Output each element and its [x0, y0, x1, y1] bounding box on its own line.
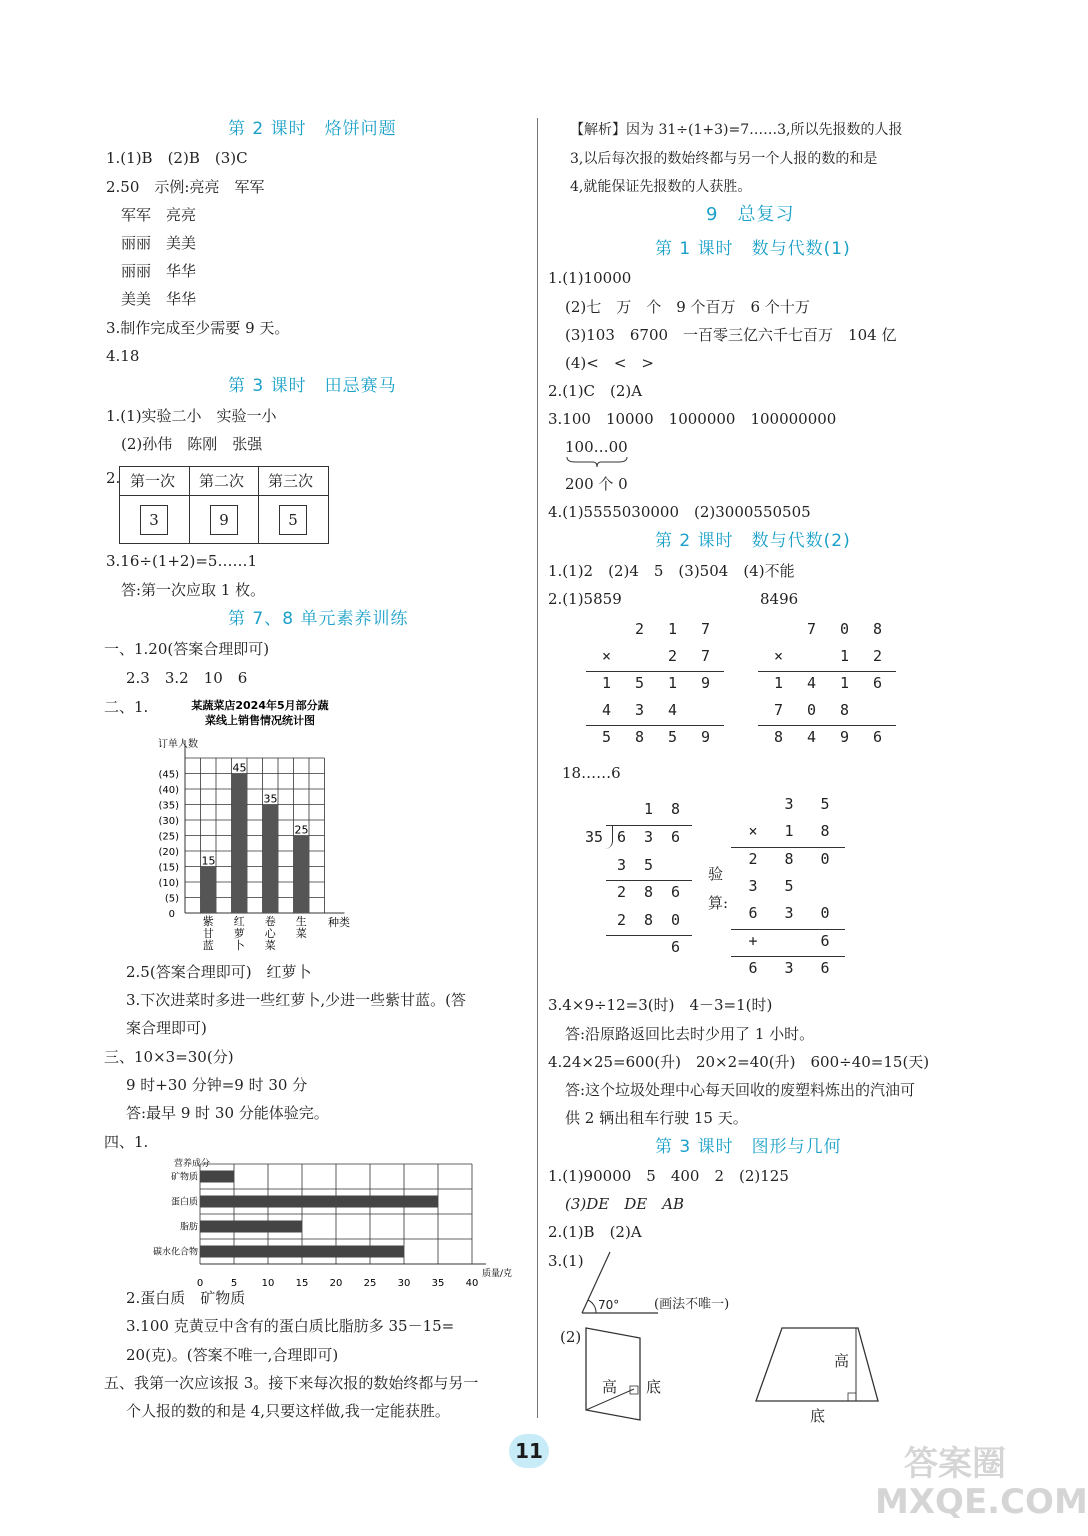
height-label: 高: [602, 1378, 618, 1396]
category-label: 矿物质: [170, 1172, 198, 1183]
answer-line: 五、我第一次应该报 3。接下来每次报的数始终都与另一: [104, 1374, 479, 1392]
rule-line: [731, 847, 845, 848]
digit: 8: [643, 883, 654, 901]
digit: 5: [784, 876, 794, 895]
drawing-note: (画法不唯一): [654, 1297, 730, 1312]
answer-line: (2)孙伟 陈刚 张强: [121, 435, 263, 453]
answer-line: 个人报的数的和是 4,只要这样做,我一定能获胜。: [126, 1402, 450, 1420]
answer-line: 二、1.: [104, 698, 149, 716]
analysis-line: 3,以后每次报的数始终都与另一个人报的数的和是: [570, 151, 878, 167]
watermark: 答案圈 MXQE.COM: [875, 1444, 1088, 1522]
digit: 2: [616, 883, 627, 901]
vegetable-sales-chart: [140, 694, 390, 954]
digit: 3: [784, 795, 794, 813]
answer-line: 3.4×9÷12=3(时) 4－3=1(时): [548, 996, 773, 1014]
angle-70-drawing: [570, 1250, 660, 1320]
check-label: 验: [708, 865, 724, 883]
digit: ×: [773, 647, 784, 665]
digit: 0: [806, 701, 817, 719]
y-tick-label: (35): [158, 800, 179, 812]
bar: [294, 836, 310, 914]
column-divider: [537, 118, 538, 1418]
answer-line: 100…00: [565, 438, 628, 456]
answer-line: 1.(1)2 (2)4 5 (3)504 (4)不能: [548, 562, 795, 580]
answer-line: 1.(1)10000: [548, 269, 632, 287]
category-label: 紫甘蓝: [202, 915, 214, 952]
y-tick-label: (40): [158, 785, 179, 796]
y-tick-label: (45): [158, 769, 179, 781]
section-title-numbers-1: 第 1 课时 数与代数(1): [655, 239, 851, 259]
answer-line: 丽丽 华华: [121, 262, 197, 280]
rule-line: [606, 880, 692, 881]
answer-line: 1.(1)B (2)B (3)C: [106, 149, 248, 167]
answer-line: 军军 亮亮: [121, 206, 197, 224]
digit: 1: [839, 674, 850, 692]
digit: 2: [748, 849, 758, 868]
digit: ×: [601, 647, 612, 665]
bar: [200, 1221, 302, 1233]
answer-line: (3)103 6700 一百零三亿六千七百万 104 亿: [565, 326, 897, 344]
bar-value-label: 35: [263, 792, 278, 806]
base-label: 底: [810, 1407, 826, 1425]
digit: 3: [643, 828, 654, 846]
x-tick-label: 35: [431, 1278, 445, 1289]
category-label: 碳水化合物: [152, 1247, 198, 1258]
answer-line: (3)DE DE AB: [565, 1195, 685, 1213]
bar: [200, 1246, 404, 1258]
digit: 8: [784, 849, 794, 868]
answer-line: 20(克)。(答案不唯一,合理即可): [126, 1346, 339, 1364]
digit: 8: [820, 822, 830, 841]
y-tick-label: (20): [158, 847, 179, 858]
answer-line: 2.(1)B (2)A: [548, 1223, 642, 1241]
digit: 5: [820, 795, 830, 813]
answer-line: 3.100 克黄豆中含有的蛋白质比脂肪多 35－15=: [126, 1317, 455, 1335]
answer-line: 美美 华华: [121, 290, 197, 308]
digit: 9: [700, 674, 711, 692]
digit: 0: [839, 620, 850, 638]
digit: 6: [820, 931, 830, 950]
x-tick-label: 40: [465, 1278, 479, 1289]
answer-line: 四、1.: [104, 1133, 149, 1151]
digit: 6: [872, 728, 883, 746]
category-label: 蛋白质: [170, 1197, 198, 1208]
answer-line: 4.18: [106, 347, 140, 365]
table-value: 9: [210, 505, 238, 535]
division-bar: [606, 825, 692, 826]
x-tick-label: 5: [230, 1278, 238, 1289]
rule-line: [758, 671, 896, 672]
analysis-line: 4,就能保证先报数的人获胜。: [570, 179, 752, 195]
digit: 3: [616, 855, 627, 874]
answer-line: 供 2 辆出租车行驶 15 天。: [565, 1109, 748, 1127]
table-value: 5: [279, 505, 307, 535]
bar-value-label: 45: [232, 761, 247, 775]
digit: 6: [670, 883, 681, 901]
bar: [200, 1171, 234, 1183]
digit: 6: [748, 904, 758, 923]
rule-line: [606, 935, 692, 936]
digit: 6: [872, 674, 883, 692]
x-tick-label: 30: [397, 1278, 411, 1289]
digit: 0: [820, 904, 830, 923]
y-tick-label: (10): [158, 878, 179, 889]
digit: 6: [616, 828, 627, 846]
digit: 6: [748, 958, 758, 977]
rule-line: [731, 929, 845, 930]
answer-line: 三、10×3=30(分): [104, 1048, 234, 1066]
answer-line: (4)< < >: [565, 354, 654, 372]
answer-line: 答:这个垃圾处理中心每天回收的废塑料炼出的汽油可: [565, 1081, 916, 1099]
answer-line: 2.(1)C (2)A: [548, 382, 643, 400]
trapezoid-drawing: [752, 1326, 882, 1426]
rule-line: [586, 671, 724, 672]
digit: 5: [601, 728, 612, 746]
digit: 8: [872, 620, 883, 638]
section-title-unit-training: 第 7、8 单元素养训练: [228, 609, 409, 629]
x-tick-label: 20: [329, 1278, 343, 1289]
answer-line: 2.5(答案合理即可) 红萝卜: [126, 963, 312, 981]
section-title-numbers-2: 第 2 课时 数与代数(2): [655, 531, 851, 551]
table-header: 第三次: [268, 472, 314, 490]
y-tick-label: (25): [158, 831, 179, 843]
parallelogram-drawing: [580, 1326, 670, 1424]
question-number: 2.: [106, 469, 121, 487]
digit: 6: [820, 958, 830, 977]
order-table: [119, 466, 329, 544]
digit: 7: [773, 701, 784, 719]
answer-line: 8496: [760, 590, 799, 608]
chart-title-line2: 菜线上销售情况统计图: [205, 714, 315, 727]
digit: 4: [601, 701, 612, 719]
digit: 3: [634, 701, 645, 719]
answer-line: 丽丽 美美: [121, 234, 197, 252]
digit: 1: [773, 674, 784, 692]
rule-line: [758, 725, 896, 726]
digit: 4: [806, 728, 817, 746]
digit: 1: [667, 674, 678, 692]
answer-line: 200 个 0: [565, 475, 628, 493]
y-tick-label: (15): [158, 862, 179, 874]
answer-line: (2)七 万 个 9 个百万 6 个十万: [565, 298, 810, 316]
digit: 1: [839, 647, 850, 665]
angle-label: 70°: [598, 1298, 620, 1312]
category-label: 脂肪: [179, 1222, 198, 1233]
digit: 2: [634, 620, 645, 638]
unit-title: 9 总复习: [706, 204, 795, 225]
digit: 1: [601, 674, 612, 692]
digit: 0: [670, 910, 681, 929]
answer-line: 答:沿原路返回比去时少用了 1 小时。: [565, 1025, 815, 1043]
digit: 5: [634, 674, 645, 692]
digit: 5: [643, 855, 654, 874]
y-axis-label: 订单人数: [158, 739, 198, 750]
answer-line: 2.(1)5859: [548, 590, 622, 608]
y-tick-label: (5): [164, 893, 179, 905]
digit: 7: [806, 620, 817, 638]
long-division-636-35: [582, 797, 692, 962]
table-value: 3: [140, 505, 168, 535]
digit: 5: [667, 728, 678, 746]
answer-line: 2.3 3.2 10 6: [126, 669, 248, 687]
nutrition-chart: [140, 1154, 525, 1289]
rule-line: [731, 956, 845, 957]
digit: 8: [643, 910, 654, 929]
answer-line: 2.蛋白质 矿物质: [126, 1289, 246, 1307]
answer-line: 9 时+30 分钟=9 时 30 分: [126, 1076, 308, 1094]
digit: 1: [784, 822, 794, 841]
brace-under: [565, 455, 629, 469]
digit: 4: [806, 674, 817, 692]
section-title-horse-race: 第 3 课时 田忌赛马: [228, 376, 397, 396]
digit: 4: [667, 701, 678, 719]
divisor: 35: [585, 828, 604, 846]
digit: 6: [670, 828, 681, 846]
digit: 7: [700, 647, 711, 665]
answer-line: 案合理即可): [126, 1019, 207, 1037]
answer-line: 3.(1): [548, 1252, 584, 1270]
check-label: 算:: [708, 894, 729, 912]
quotient-digit: 1: [643, 800, 654, 818]
digit: 8: [839, 701, 850, 719]
category-label: 红萝卜: [233, 915, 245, 952]
bar: [263, 805, 279, 914]
digit: 8: [773, 728, 784, 746]
answer-line: 答:最早 9 时 30 分能体验完。: [126, 1104, 329, 1122]
answer-line: 答:第一次应取 1 枚。: [121, 581, 266, 599]
chart-title: 某蔬菜店2024年5月部分蔬: [191, 699, 329, 712]
answer-line: 3.16÷(1+2)=5……1: [106, 552, 257, 570]
table-header: 第一次: [130, 472, 176, 490]
section-title-pancake: 第 2 课时 烙饼问题: [228, 119, 397, 139]
answer-line: 1.(1)90000 5 400 2 (2)125: [548, 1167, 789, 1185]
digit: 9: [839, 728, 850, 746]
digit: 2: [616, 910, 627, 929]
analysis-line: 【解析】因为 31÷(1+3)=7……3,所以先报数的人报: [570, 122, 903, 138]
x-axis-label: 质量/克: [482, 1269, 513, 1279]
digit: 3: [784, 958, 794, 977]
digit: 2: [872, 647, 883, 665]
y-tick-label: (30): [158, 816, 179, 827]
answer-line: 18……6: [562, 764, 621, 782]
answer-line: 2.50 示例:亮亮 军军: [106, 178, 265, 196]
bar: [232, 774, 248, 914]
digit: 2: [667, 647, 678, 665]
category-label: 卷心菜: [264, 915, 276, 952]
digit: ×: [748, 822, 758, 841]
answer-line: 一、1.20(答案合理即可): [104, 640, 270, 658]
bar-value-label: 15: [201, 854, 216, 868]
quotient-digit: 8: [670, 800, 681, 818]
x-tick-label: 15: [295, 1278, 309, 1289]
answer-line: 4.24×25=600(升) 20×2=40(升) 600÷40=15(天): [548, 1053, 930, 1071]
answer-line: 3.下次进菜时多进一些红萝卜,少进一些紫甘蓝。(答: [126, 991, 466, 1009]
digit: 7: [700, 620, 711, 638]
x-axis-label: 种类: [328, 916, 350, 929]
answer-line: (2): [560, 1328, 582, 1346]
table-header: 第二次: [199, 472, 245, 490]
bar: [201, 867, 217, 914]
bar: [200, 1196, 438, 1208]
rule-line: [586, 725, 724, 726]
digit: +: [748, 931, 758, 950]
answer-line: 1.(1)实验二小 实验一小: [106, 407, 277, 425]
x-tick-label: 25: [363, 1278, 377, 1289]
digit: 6: [670, 938, 681, 956]
section-title-geometry: 第 3 课时 图形与几何: [655, 1137, 842, 1157]
answer-line: 3.制作完成至少需要 9 天。: [106, 319, 290, 337]
x-tick-label: 10: [261, 1278, 275, 1289]
y-axis-label: 营养成分: [174, 1159, 211, 1169]
x-tick-label: 0: [196, 1278, 204, 1289]
digit: 0: [820, 849, 830, 868]
answer-line: 4.(1)5555030000 (2)3000550505: [548, 503, 811, 521]
digit: 3: [748, 876, 758, 895]
base-label: 底: [646, 1378, 662, 1396]
digit: 3: [784, 904, 794, 923]
digit: 9: [700, 728, 711, 746]
digit: 1: [667, 620, 678, 638]
digit: 8: [634, 728, 645, 746]
answer-line: 3.100 10000 1000000 100000000: [548, 410, 837, 428]
page-number: 11: [509, 1434, 549, 1468]
bar-value-label: 25: [294, 823, 309, 837]
height-label: 高: [834, 1352, 850, 1370]
y-tick-label: 0: [168, 909, 175, 920]
category-label: 生菜: [295, 915, 307, 940]
